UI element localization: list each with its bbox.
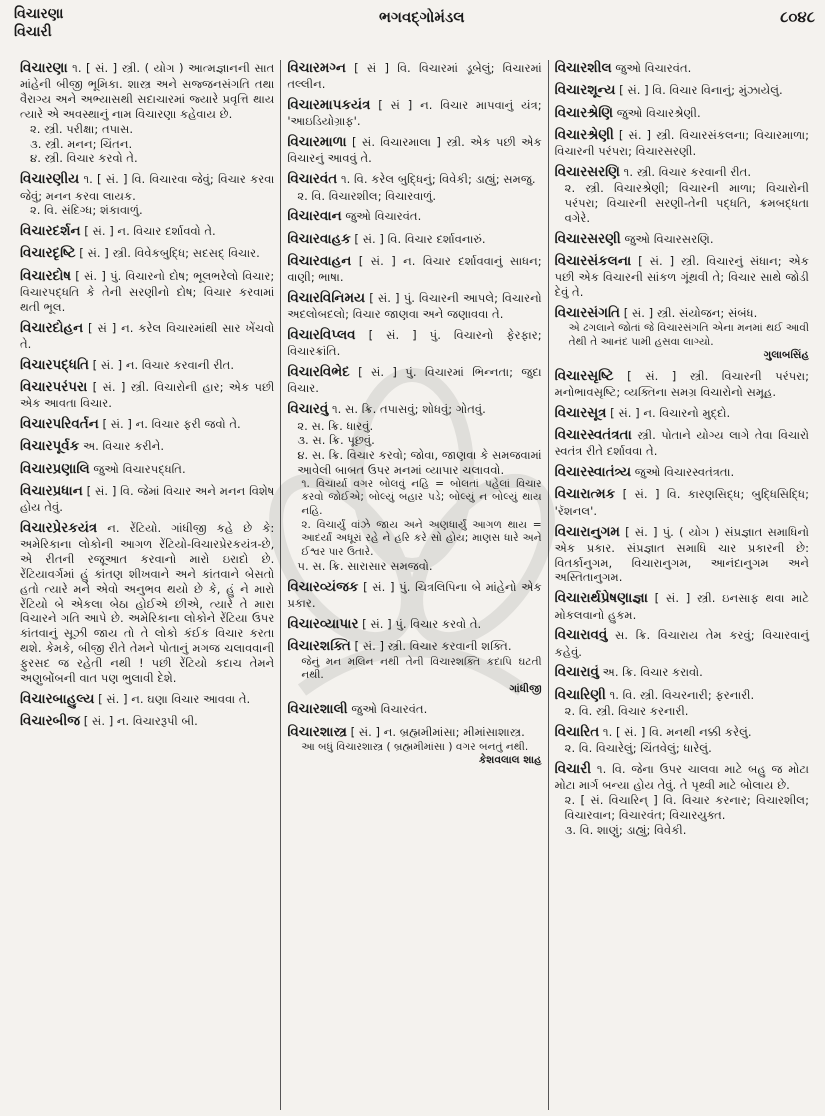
- entry-definition: ૧. વિ. કરેલ બુદ્ધિનું; વિવેકી; ડાહ્યું; સમજુ.: [340, 172, 536, 187]
- dictionary-entry: [287, 364, 541, 396]
- entry-definition: [ સં. ] પું. વિચારનો દોષ; ભૂલભરેલો વિચાર; વિચારપદ્ધતિ કે તેની સરણીનો દોષ; વિચાર કરવામાં થતી ભૂલ.: [20, 268, 275, 314]
- entry-quote: આ બધું વિચારશાસ્ત્ર ( બ્રહ્મમીમાંસા ) વગર બનતું નથી.: [301, 740, 529, 753]
- entry-definition: [ સં. ] ન. ઘણા વિચાર આવવા તે.: [98, 691, 251, 706]
- column-2: [280, 60, 547, 1110]
- guide-word-last: વિચારી: [14, 23, 52, 40]
- dictionary-entry: [20, 483, 274, 515]
- entry-headword: વિચારાવવું: [554, 627, 608, 644]
- dictionary-entry: [555, 687, 809, 719]
- entry-headword: વિચારવ્યંજક: [287, 578, 359, 595]
- entry-headword: વિચારશ્રેણિ: [554, 104, 614, 121]
- dictionary-entry: [20, 320, 274, 352]
- entry-definition: [ સં. ] વિ. વિચાર દર્શાવનારું.: [354, 231, 486, 246]
- dictionary-entry: [20, 713, 274, 730]
- page-number: ૮૦૪૮: [780, 8, 815, 26]
- entry-headword: વિચારશીલ: [554, 60, 612, 76]
- dictionary-entry: [20, 357, 274, 374]
- dictionary-entry: [287, 60, 541, 92]
- dictionary-entry: [20, 520, 274, 686]
- entry-headword: વિચારવાહક: [287, 230, 351, 247]
- entry-headword: વિચારદોહન: [20, 319, 84, 336]
- entry-sense: ૨. વિ. વિચારેલું; ચિંતવેલું; ધારેલું.: [564, 741, 712, 756]
- dictionary-entry: [555, 464, 809, 481]
- dictionary-entry: [555, 82, 809, 99]
- entry-headword: વિચારબાહુલ્ય: [20, 690, 95, 707]
- guide-word-first: વિચારણા: [14, 6, 64, 22]
- entry-definition: [ સં. ] પું. ( યોગ ) સંપ્રજ્ઞાત સમાધિનો એક પ્રકાર. સંપ્રજ્ઞાત સમાધિ ચાર પ્રકારની છે: વિતર્કાનુગમ, વિચારાનુગમ, આનંદાનુગમ અને અસ્તિતાનુગમ.: [554, 524, 809, 585]
- entry-definition: [ સં. ] સ્ત્રી. વિચારની પરંપરા; મનોભાવસૃષ્ટિ; વ્યક્તિના સમગ્ર વિચારોનો સમૂહ.: [554, 368, 809, 399]
- dictionary-entry: [287, 134, 541, 166]
- entry-definition: જુઓ વિચારવંત.: [345, 209, 422, 224]
- entry-definition: [ સં. વિચારમાલા ] સ્ત્રી. એક પછી એક વિચારનું આવવું તે.: [287, 135, 542, 166]
- entry-headword: વિચારશાલી: [287, 701, 348, 718]
- entry-headword: વિચારપ્રણાલિ: [20, 460, 90, 477]
- entry-headword: વિચારવાહન: [287, 252, 352, 269]
- entry-definition: [ સં. ] ન. વિચારનો મુદ્દો.: [610, 405, 731, 420]
- entry-headword: વિચારવ્યાપાર: [287, 616, 359, 633]
- dictionary-entry: [555, 590, 809, 622]
- entry-headword: વિચારવાન: [287, 208, 342, 225]
- quote-source: ગુલાબસિંહ: [763, 349, 809, 362]
- entry-headword: વિચારવિપ્લવ: [287, 327, 356, 344]
- entry-definition: ૧. [ સં. ] સ્ત્રી. ( યોગ ) આત્મજ્ઞાનની સાત માંહેની બીજી ભૂમિકા. શાસ્ત્ર અને સજ્જનસંગતિ તથા વૈરાગ્ય અને અભ્યાસથી સદાચારમાં જ્યારે પ્રવૃત્તિ થાય ત્યારે એ અવસ્થાનું નામ વિચારણા કહેવાય છે.: [20, 61, 275, 121]
- entry-headword: વિચારશૂન્ય: [554, 82, 616, 99]
- dictionary-entry: [287, 327, 541, 359]
- dictionary-entry: [287, 171, 541, 203]
- entry-definition: [ સં. ] ન. વિચાર ફરી જવો તે.: [102, 417, 241, 432]
- column-1: [14, 60, 280, 1110]
- dictionary-entry: [287, 208, 541, 225]
- entry-headword: વિચારશાસ્ત્ર: [287, 723, 347, 740]
- dictionary-entry: [555, 664, 809, 681]
- entry-headword: વિચારશક્તિ: [287, 638, 351, 655]
- entry-definition: [ સં. ] પું. વિચારનો ફેરફાર; વિચારક્રાંતિ.: [287, 328, 542, 359]
- dictionary-entry: [20, 171, 274, 218]
- dictionary-entry: [287, 638, 541, 696]
- entry-headword: વિચારબીજ: [20, 712, 81, 729]
- dictionary-entry: [555, 405, 809, 422]
- entry-definition: જુઓ વિચારસરણિ.: [624, 231, 714, 246]
- entry-headword: વિચારી: [554, 760, 592, 777]
- dictionary-entry: [287, 401, 541, 574]
- entry-headword: વિચારવંત: [287, 171, 338, 188]
- entry-headword: વિચારિત: [554, 723, 600, 740]
- entry-definition: [ સં. ] સ્ત્રી. ઇનસાફ થવા માટે મોકલવાનો હુકમ.: [554, 591, 809, 622]
- dictionary-entry: [555, 761, 809, 838]
- dictionary-entry: [555, 105, 809, 122]
- entry-sense: ૨. સ્ત્રી. પરીક્ષા; તપાસ.: [30, 121, 134, 136]
- entry-headword: વિચારાર્થપ્રેષણાજ્ઞા: [554, 590, 648, 607]
- dictionary-entry: [287, 290, 541, 322]
- entry-definition: જુઓ વિચારવંત.: [615, 61, 692, 75]
- entry-definition: [ સં. ] સ્ત્રી. સંયોજન; સંબંધ.: [623, 305, 758, 320]
- entry-headword: વિચારણીય: [20, 171, 80, 188]
- entry-headword: વિચારમાળા: [287, 134, 347, 151]
- entry-headword: વિચારણા: [20, 60, 68, 76]
- dictionary-entry: [20, 416, 274, 433]
- dictionary-entry: [287, 701, 541, 718]
- entry-headword: વિચારસરણી: [554, 230, 621, 247]
- entry-headword: વિચારિણી: [554, 686, 606, 703]
- entry-headword: વિચારમગ્ન: [287, 60, 346, 76]
- entry-definition: [ સં. ] સ્ત્રી. વિચારોની હાર; એક પછી એક આવતા વિચાર.: [20, 379, 275, 411]
- entry-definition: સ્ત્રી. પોતાને યોગ્ય લાગે તેવા વિચારો સ્વતંત્ર રીતે દર્શાવવા તે.: [554, 428, 809, 459]
- entry-headword: વિચારપરિવર્તન: [20, 416, 99, 433]
- entry-definition: [ સં. ] ન. વિચાર દર્શાવવો તે.: [84, 224, 216, 239]
- entry-definition: [ સં. ] સ્ત્રી. વિચારસંકલના; વિચારમાળા; વિચારની પરંપરા; વિચારસરણી.: [554, 127, 809, 159]
- entry-definition: [ સં. ] પું. ચિત્રલિપિના બે માંહેનો એક પ્રકાર.: [287, 579, 542, 611]
- entry-headword: વિચારપ્રેરકયંત્ર: [20, 519, 98, 536]
- entry-headword: વિચારદર્શન: [20, 223, 81, 240]
- entry-definition: ૧. સ્ત્રી. વિચાર કરવાની રીત.: [623, 164, 751, 179]
- entry-headword: વિચારપૂર્વક: [20, 438, 80, 455]
- entry-sense: ૪. સ્ત્રી. વિચાર કરવો તે.: [30, 151, 138, 166]
- entry-sense: ૨. સ્ત્રી. વિચારશ્રેણી; વિચારની માળા; વિચારોની પરંપરા; વિચારની સરણી-તેની પદ્ધતિ, ક્રમબદ્ધતા વગેરે.: [564, 181, 809, 225]
- entry-definition: [ સં. ] પું. વિચારની આપલે; વિચારનો અદલોબદલો; વિચાર જાણવા અને જણાવવા તે.: [287, 291, 542, 322]
- dictionary-entry: [20, 379, 274, 411]
- entry-definition: [ સં. ] વિ. જેમાં વિચાર અને મનન વિશેષ હોય તેવું.: [20, 483, 275, 515]
- column-3: [548, 60, 815, 1110]
- entry-headword: વિચારપરંપરા: [20, 378, 88, 395]
- dictionary-entry: [20, 438, 274, 455]
- dictionary-entry: [287, 724, 541, 768]
- entry-sense: ૨. વિ. સંદિગ્ધ; શંકાવાળું.: [30, 203, 143, 218]
- entry-headword: વિચારવું: [287, 401, 329, 418]
- entry-quote: એ ઢગલાને જોતાં જે વિચારસંગતિ એના મનમાં થઈ આવી તેથી તે આનંદ પામી હસવા લાગ્યો.: [568, 322, 809, 348]
- dictionary-entry: [20, 268, 274, 315]
- entry-quote: જેનું મન મલિન નથી તેની વિચારશક્તિ કદાપિ ઘટતી નથી.: [301, 655, 542, 682]
- entry-sense: ૩. વિ. શાણું; ડાહ્યું; વિવેકી.: [564, 822, 687, 837]
- running-title: ભગવદ્ગોમંડલ: [379, 8, 465, 26]
- entry-headword: વિચારસૃષ્ટિ: [554, 367, 614, 384]
- dictionary-entry: [287, 579, 541, 611]
- entry-definition: [ સં. ] પું. વિચારમાં ભિન્નતા; જુદા વિચાર.: [287, 365, 542, 396]
- entry-headword: વિચારવિનિમય: [287, 290, 366, 306]
- entry-headword: વિચારસંકલના: [554, 252, 632, 269]
- dictionary-entry: [555, 627, 809, 659]
- entry-definition: ન. રેંટિયો. ગાંધીજી કહે છે કે: અમેરિકાના લોકોની આગળ રેંટિયો-વિચારપ્રેરકયંત્ર-છે, એ રીતની રજૂઆત કરવાનો મારો ઇરાદો છે. રેંટિયાવર્ગમાં હું કાંતણ શીખવાને અને કાંતવાને બેસતો હતો ત્યારે મને એવો અનુભવ થયો છે કે, હું ને મારો રેંટિયો બે એકલા બેઠા હોઈએ છીએ, ત્યારે તે મારા વિચારને ગતિ આપે છે. અમેરિકાના લોકોને રેંટિયા ઉપર કાંતવાનું સૂઝી જાય તો તે લોકો કંઈક વિચાર કરતા થશે. કેમકે, બીજી રીતે તેમને પોતાનું મગજ ચલાવવાની ફુરસદ જ રહેતી નથી ! પછી રેંટિયો કદાચ તેમને અણુબોંબની વાત પણ ભુલાવી દેશે.: [20, 520, 275, 685]
- entry-headword: વિચારાનુગમ: [554, 523, 620, 540]
- entry-definition: [ સં. ] વિ. વિચાર વિનાનું; મુંઝાયેલું.: [619, 83, 783, 98]
- guide-words: [14, 6, 63, 41]
- entry-definition: અ. ક્રિ. વિચાર કરાવો.: [602, 665, 703, 680]
- entry-headword: વિચારમાપકયંત્ર: [287, 97, 371, 114]
- dictionary-entry: [555, 724, 809, 756]
- dictionary-entry: [20, 245, 274, 262]
- entry-definition: [ સં. ] ન. બ્રહ્મમીમાંસા; મીમાંસાશાસ્ત્ર.: [350, 724, 525, 739]
- entry-definition: [ સં. ] પું. વિચાર કરવો તે.: [362, 617, 482, 632]
- entry-definition: અ. વિચાર કરીને.: [82, 439, 165, 454]
- entry-definition: [ સં ] ન. કરેલ વિચારમાંથી સાર ખેંચવો તે.: [20, 320, 275, 351]
- entry-columns: [14, 60, 815, 1110]
- entry-definition: ૧. વિ. સ્ત્રી. વિચરનારી; ફરનારી.: [609, 687, 755, 702]
- entry-headword: વિચારસરણિ: [554, 163, 620, 180]
- dictionary-entry: [287, 231, 541, 248]
- dictionary-entry: [555, 486, 809, 518]
- entry-headword: વિચારપ્રધાન: [20, 482, 83, 499]
- entry-headword: વિચારસંગતિ: [554, 304, 620, 321]
- entry-sense: ૨. વિ. સ્ત્રી. વિચાર કરનારી.: [564, 704, 689, 719]
- entry-definition: [ સં. ] વિ. કારણસિદ્ધ; બુદ્ધિસિદ્ધિ; 'રૅશનલ'.: [554, 487, 809, 518]
- dictionary-entry: [555, 60, 809, 77]
- entry-sense: ૨. [ સં. વિચારિન્ ] વિ. વિચાર કરનાર; વિચારશીલ; વિચારવાન; વિચારવંત; વિચારયુક્ત.: [564, 793, 809, 822]
- entry-definition: જુઓ વિચારસ્વતંત્રતા.: [634, 465, 735, 480]
- entry-definition: [ સં. ] ન. વિચારરૂપી બી.: [83, 713, 198, 728]
- entry-definition: ૧. [ સં. ] વિ. મનથી નક્કી કરેલું.: [602, 724, 752, 739]
- entry-headword: વિચારશ્રેણી: [554, 126, 614, 143]
- entry-definition: ૧. સ. ક્રિ. તપાસવું; શોધવું; ગોતવું.: [331, 402, 486, 417]
- dictionary-entry: [555, 253, 809, 300]
- entry-sense: ૫. સ. ક્રિ. સારાસાર સમજવો.: [297, 559, 433, 574]
- entry-definition: જુઓ વિચારશ્રેણી.: [616, 105, 701, 120]
- entry-definition: [ સં. ] ન. વિચાર કરવાની રીત.: [92, 357, 235, 372]
- dictionary-entry: [20, 461, 274, 478]
- entry-headword: વિચારસૂત્ર: [554, 404, 607, 421]
- entry-sense: ૨. સ. ક્રિ. ધારવું.: [297, 418, 374, 433]
- dictionary-entry: [555, 427, 809, 459]
- entry-headword: વિચારસ્વાતંત્ર્ય: [554, 464, 632, 481]
- entry-headword: વિચારપદ્ધતિ: [20, 356, 89, 373]
- entry-headword: વિચારાત્મક: [554, 486, 616, 503]
- entry-definition: જુઓ વિચારપદ્ધતિ.: [93, 461, 186, 476]
- entry-definition: ૧. વિ. જેના ઉપર ચાલવા માટે બહુ જ મોટા મોટા માર્ગ બન્યા હોય તેવું. તે પૃથ્વી માટે બોલાય છે.: [554, 761, 809, 793]
- dictionary-entry: [20, 691, 274, 708]
- entry-sense: ૩. સ્ત્રી. મનન; ચિંતન.: [30, 136, 133, 151]
- entry-headword: વિચારદૃષ્ટિ: [20, 245, 76, 262]
- dictionary-entry: [287, 97, 541, 129]
- entry-quote: ૧. વિચાર્યા વગર બોલવું નહિ = બોલતાં પહેલાં વિચાર કરવો જોઈએ; બોલ્યું બહાર પડે; બોલ્યું ન બોલ્યું થાય નહિ.: [301, 477, 542, 517]
- entry-definition: [ સં. ] સ્ત્રી. વિવેકબુદ્ધિ; સદસદ્ વિચાર.: [79, 246, 260, 261]
- entry-definition: જુઓ વિચારવંત.: [351, 702, 428, 717]
- dictionary-entry: [555, 127, 809, 159]
- entry-sense: ૨. વિ. વિચારશીલ; વિચારવાળું.: [297, 188, 437, 203]
- entry-headword: વિચારાવું: [554, 664, 599, 681]
- quote-source: ગાંધીજી: [509, 682, 542, 695]
- entry-quote: ૨. વિચાર્યું વાંઝે જાય અને અણધાર્યું આગળ થાય = આદર્યાં અધૂરાં રહે ને હરિ કરે સો હોય; માણસ ધારે અને ઈશ્વર પાર ઉતારે.: [301, 518, 542, 558]
- dictionary-entry: [555, 368, 809, 400]
- entry-headword: વિચારદોષ: [20, 267, 72, 284]
- dictionary-entry: [555, 524, 809, 586]
- dictionary-entry: [287, 253, 541, 285]
- entry-headword: વિચારસ્વતંત્રતા: [554, 427, 632, 444]
- page-header: [14, 6, 815, 60]
- entry-definition: [ સં ] વિ. વિચારમાં ડૂબેલું; વિચારમાં તલ્લીન.: [287, 61, 542, 92]
- dictionary-entry: [555, 305, 809, 363]
- entry-definition: સ. ક્રિ. વિચારાય તેમ કરવું; વિચારવાનું કહેવું.: [554, 628, 809, 659]
- entry-definition: [ સં. ] સ્ત્રી. વિચાર કરવાની શક્તિ.: [354, 639, 512, 654]
- entry-definition: [ સં ] ન. વિચાર માપવાનું યંત્ર; 'આઇડિયોગ્રાફ'.: [287, 98, 542, 129]
- entry-sense: ૪. સ. ક્રિ. વિચાર કરવો; જોવા, જાણવા કે સમજવામાં આવેલી બાબત ઉપર મનમાં વ્યાપાર ચલાવવો.: [297, 448, 542, 478]
- entry-definition: [ સં. ] ન. વિચાર દર્શાવવાનું સાધન; વાણી; ભાષા.: [287, 253, 542, 285]
- dictionary-entry: [287, 616, 541, 633]
- quote-source: કેશવલાલ શાહ: [478, 754, 542, 767]
- dictionary-entry: [20, 223, 274, 240]
- dictionary-entry: [555, 164, 809, 226]
- dictionary-entry: [20, 60, 274, 166]
- entry-definition: [ સં. ] સ્ત્રી. વિચારનું સંધાન; એક પછી એક વિચારની સાંકળ ગૂંથવી તે; વિચાર સાથે જોડી દેવું તે.: [554, 253, 809, 299]
- entry-sense: ૩. સ. ક્રિ. પૂછવું.: [297, 433, 375, 448]
- entry-definition: ૧. [ સં. ] વિ. વિચારવા જેવું; વિચાર કરવા જેવું; મનન કરવા લાયક.: [20, 172, 275, 203]
- entry-headword: વિચારવિભેદ: [287, 364, 350, 381]
- dictionary-entry: [555, 231, 809, 248]
